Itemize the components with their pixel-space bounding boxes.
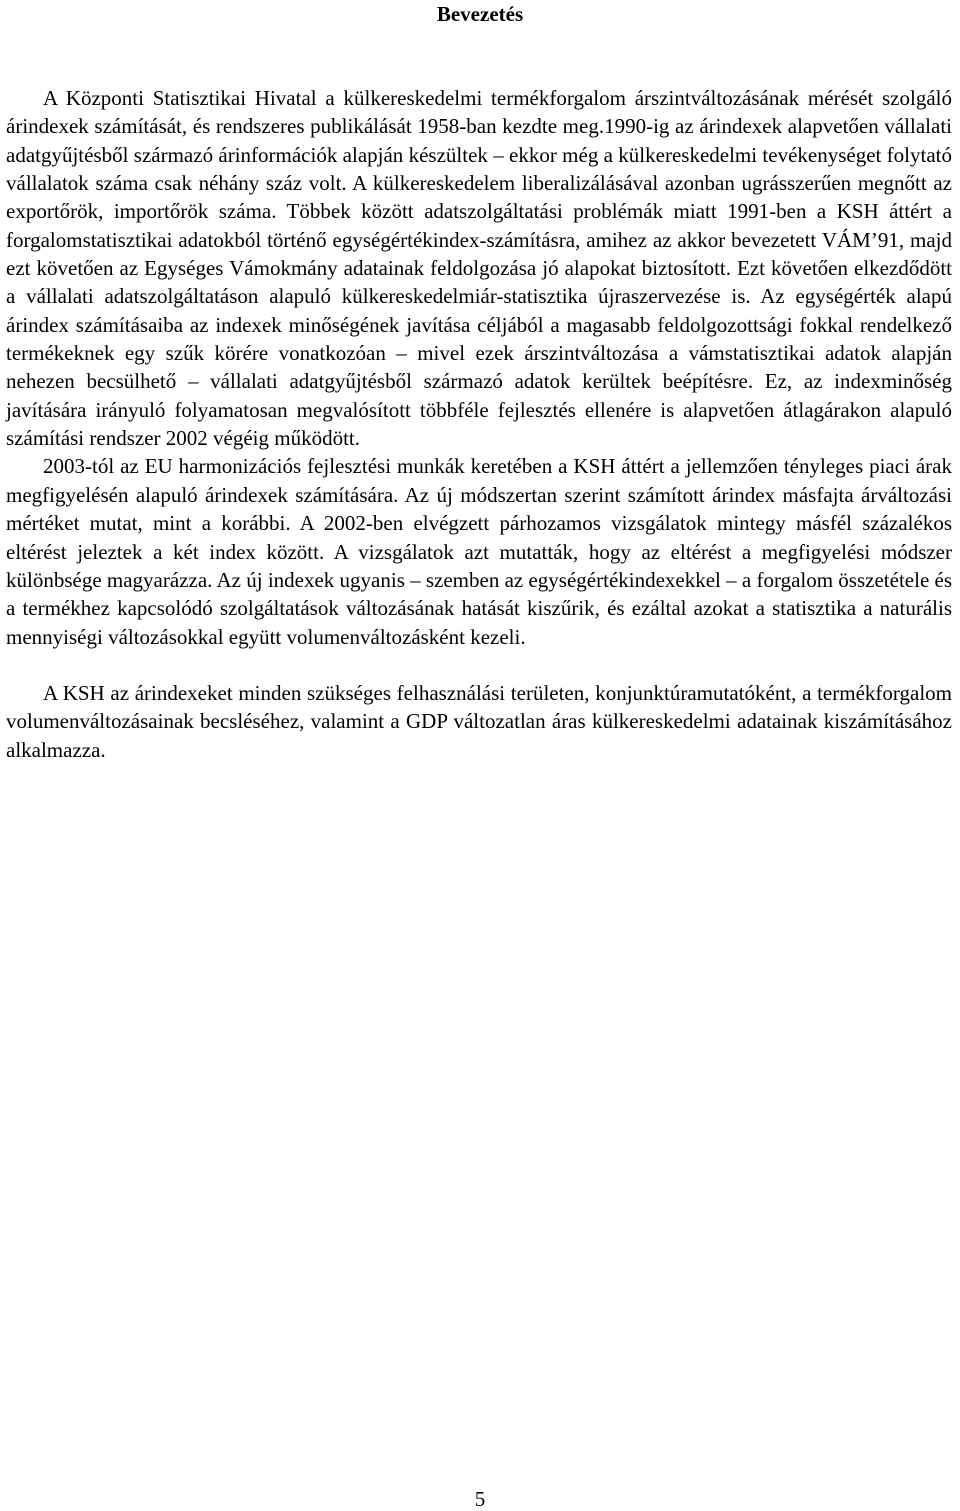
paragraph-usage: A KSH az árindexeket minden szükséges felhasználási területen, konjunktúramutatóként, a termékforgalom volumenváltozásainak becsléséhez, valamint a GDP változatlan áras külkereskedelmi adatainak kiszámításához alkalmazza. (6, 680, 952, 762)
page-title: Bevezetés (436, 2, 524, 26)
body-text (6, 84, 952, 764)
page-number: 5 (474, 1487, 486, 1511)
paragraph-eu-harmonization: 2003-tól az EU harmonizációs fejlesztési munkák keretében a KSH áttért a jellemzően tényleges piaci árak megfigyelésén alapuló árindexek számítására. Az új módszertan szerint számított árindex másfajta árváltozási mértéket mutat, mint a korábbi. A 2002-ben elvégzett párhozamos vizsgálatok mintegy másfél százalékos eltérést jeleztek a két index között. A vizsgálatok azt mutatták, hogy az eltérést a megfigyelési módszer különbsége magyarázza. Az új indexek ugyanis – szemben az egységértékindexekkel – a forgalom összetétele és a termékhez kapcsolódó szolgáltatások változásának hatását kiszűrik, és ezáltal azokat a statisztika a naturális mennyiségi változásokkal együtt volumenváltozásként kezeli. (6, 454, 953, 649)
paragraph-history: A Központi Statisztikai Hivatal a külkereskedelmi termékforgalom árszintváltozásának mérését szolgáló árindexek számítását, és rendszeres publikálását 1958-ban kezdte meg.1990-ig az árindexek alapvetően vállalati adatgyűjtésből származó árinformációk alapján készültek – ekkor még a külkereskedelmi tevékenységet folytató vállalatok száma csak néhány száz volt. A külkereskedelem liberalizálásával azonban ugrásszerűen megnőtt az exportőrök, importőrök száma. Többek között adatszolgáltatási problémák miatt 1991-ben a KSH áttért a forgalomstatisztikai adatokból történő egységértékindex-számításra, amihez az akkor bevezetett VÁM’91, majd ezt követően az Egységes Vámokmány adatainak feldolgozása jó alapokat biztosított. Ezt követően elkezdődött a vállalati adatszolgáltatáson alapuló külkereskedelmiár-statisztika újraszervezése is. Az egységérték alapú árindex számításaiba az indexek minőségének javítása céljából a magasabb feldolgozottsági fokkal rendelkező termékeknek egy szűk körére vonatkozóan – mivel ezek árszintváltozása a vámstatisztikai adatok alapján nehezen becsülhető – vállalati adatgyűjtésből származó adatok kerültek beépítésre. Ez, az indexminőség javítására irányuló folyamatosan megvalósított többféle fejlesztés ellenére is alapvetően átlagárakon alapuló számítási rendszer 2002 végéig működött. (6, 86, 952, 451)
